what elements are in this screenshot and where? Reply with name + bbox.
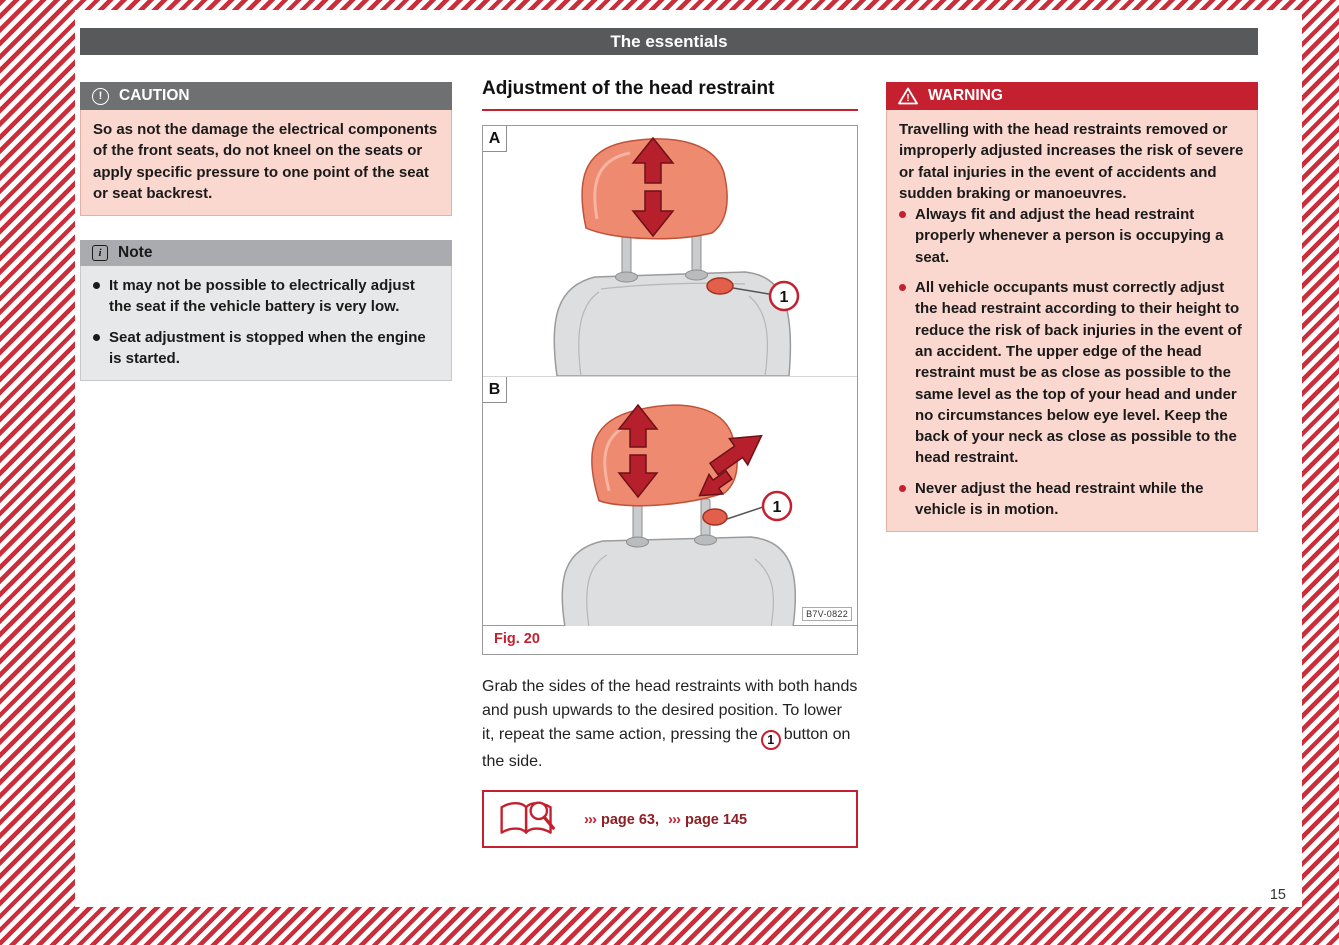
caution-text: So as not the damage the electrical components of the front seats, do not kneel on the seats or apply specific pressure to one point of the seat or seat backrest. <box>93 121 438 202</box>
bullet-icon <box>899 211 906 218</box>
panel-b-label: B <box>483 377 507 403</box>
warning-intro: Travelling with the head restraints removed or improperly adjusted increases the risk of severe or fatal injuries in the event of accidents and sudden braking or manoeuvres. <box>899 121 1244 202</box>
page-title-bar <box>80 28 1258 55</box>
caution-icon-glyph: ! <box>98 90 103 102</box>
section-heading: Adjustment of the head restraint <box>482 78 858 111</box>
xref-page-145-label: page 145 <box>685 811 748 828</box>
note-title: Note <box>118 244 153 262</box>
bullet-icon <box>93 282 100 289</box>
note-header <box>80 240 452 266</box>
warning-icon <box>898 87 918 105</box>
caution-icon <box>92 88 109 105</box>
release-button <box>707 278 733 294</box>
callout-1-badge-label: 1 <box>767 733 775 747</box>
caution-box <box>80 82 452 216</box>
bullet-icon <box>899 485 906 492</box>
figure-image <box>483 126 857 626</box>
xref-page-63-label: page 63, <box>601 811 660 828</box>
left-column <box>80 82 452 381</box>
cross-references <box>584 811 756 828</box>
seat-illustration-a <box>483 126 857 376</box>
note-bullet-text: Seat adjustment is stopped when the engine is started. <box>109 328 426 368</box>
main-column <box>482 78 858 848</box>
warning-bullet-text: Always fit and adjust the head restraint properly whenever a person is occupying a seat. <box>915 206 1224 266</box>
caution-title: CAUTION <box>119 87 190 104</box>
note-body <box>80 266 452 381</box>
warning-bullet-text: All vehicle occupants must correctly adjust the head restraint according to their height to reduce the risk of back injuries in the event of an accident. The upper edge of the head restraint must be as close as possible to the same level as the top of your head and under no circumstances below eye level. Keep the back of your neck as close as possible to the head restraint. <box>915 279 1242 467</box>
note-bullet-text: It may not be possible to electrically adjust the seat if the vehicle battery is very low. <box>109 277 415 316</box>
callout-1-label: 1 <box>772 499 782 516</box>
cross-reference-box <box>482 790 858 848</box>
book-search-icon <box>498 798 556 840</box>
instruction-text-after: button on the side. <box>482 726 851 771</box>
panel-a-label: A <box>483 126 507 152</box>
warning-box <box>886 82 1258 532</box>
warning-body <box>886 110 1258 532</box>
figure-panel-a <box>483 126 857 376</box>
page-title: The essentials <box>610 31 728 51</box>
note-bullet-item <box>93 275 439 318</box>
bullet-icon <box>93 334 100 341</box>
chevrons-icon: ››› <box>584 810 596 828</box>
warning-header <box>886 82 1258 110</box>
warning-bullet-item <box>899 277 1245 469</box>
warning-bullet-item <box>899 204 1245 268</box>
warning-icon-glyph: ! <box>906 93 910 105</box>
figure-20 <box>482 125 858 655</box>
figure-caption: Fig. 20 <box>494 631 540 647</box>
release-button <box>703 509 727 525</box>
callout-1-label: 1 <box>779 289 789 306</box>
figure-code: B7V-0822 <box>802 607 852 621</box>
bullet-icon <box>899 284 906 291</box>
seat-illustration-b <box>483 377 857 626</box>
warning-bullet-text: Never adjust the head restraint while the vehicle is in motion. <box>915 479 1204 519</box>
callout-1-badge <box>761 730 781 750</box>
xref-page-145[interactable] <box>668 811 747 828</box>
info-icon-glyph: i <box>98 247 102 260</box>
chevrons-icon: ››› <box>668 810 681 828</box>
caution-body <box>80 110 452 216</box>
xref-page-63[interactable] <box>584 811 659 828</box>
manual-page <box>75 10 1302 907</box>
note-bullet-item <box>93 327 439 370</box>
warning-title: WARNING <box>928 87 1003 104</box>
right-column <box>886 82 1258 532</box>
figure-panel-b <box>483 376 857 626</box>
instruction-text-before: Grab the sides of the head restraints with both hands and push upwards to the desired position. To lower it, repeat the same action, pressing the <box>482 678 858 743</box>
note-box <box>80 240 452 381</box>
info-icon <box>92 245 108 261</box>
instruction-text <box>482 675 858 774</box>
page-number: 15 <box>1269 887 1286 903</box>
warning-bullet-item <box>899 478 1245 521</box>
caution-header <box>80 82 452 110</box>
